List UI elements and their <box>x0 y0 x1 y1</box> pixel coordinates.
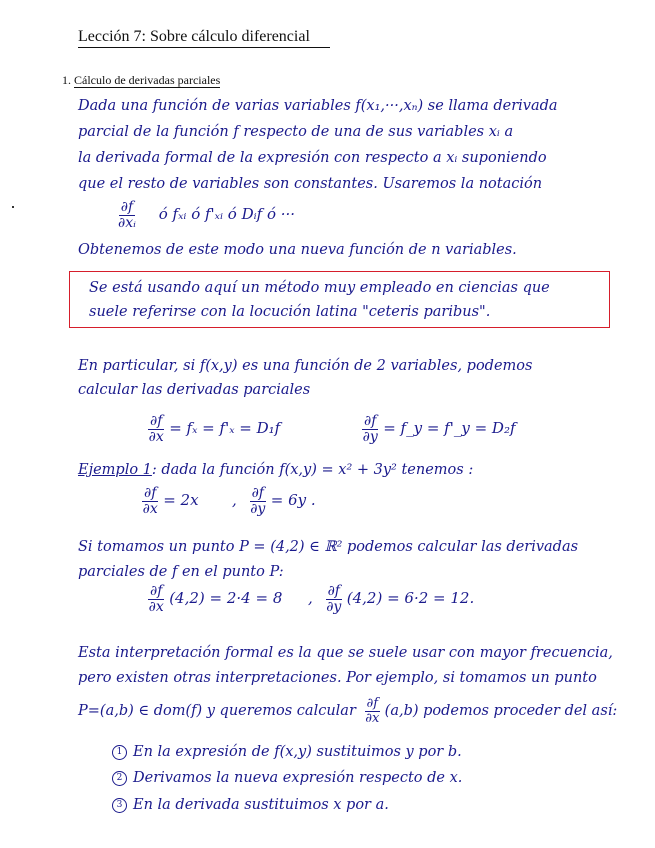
partial-x-definition: $\frac{\partial f}{\partial x}$ = fₓ = f'ₓ = D₁f <box>148 413 281 445</box>
para1-line-1: Dada una función de varias variables f(x₁,···,xₙ) se llama derivada <box>78 98 558 114</box>
partial-y-definition: $\frac{\partial f}{\partial y}$ = f_y = f'_y = D₂f <box>362 413 516 445</box>
page-title: Lección 7: Sobre cálculo diferencial <box>78 28 330 48</box>
example1-line <box>78 462 473 478</box>
example1-dx: $\frac{\partial f}{\partial x}$ = 2x <box>142 485 199 517</box>
para3-line-1: En particular, si f(x,y) es una función de 2 variables, podemos <box>78 358 533 374</box>
section-title: Cálculo de derivadas parciales <box>74 73 221 87</box>
para5-line-1: Esta interpretación formal es la que se suele usar con mayor frecuencia, <box>78 645 613 661</box>
para5-line-2: pero existen otras interpretaciones. Por ejemplo, si tomamos un punto <box>78 670 597 686</box>
notation-fraction: $\frac{\partial f}{\text{∂xᵢ}}$ <box>118 199 136 231</box>
eval-dy: , $\frac{\partial f}{\partial y}$ (4,2) = 6·2 = 12. <box>308 583 475 615</box>
section-heading <box>62 73 220 88</box>
notation-line: $\frac{\partial f}{\text{∂xᵢ}}$ ó fₓᵢ ó f'ₓᵢ ó Dᵢf ó ··· <box>118 199 296 231</box>
para2: Obtenemos de este modo una nueva función de n variables. <box>78 242 517 258</box>
box-line-1: Se está usando aquí un método muy empleado en ciencias que <box>89 280 550 296</box>
step-2: 2 Derivamos la nueva expresión respecto de x. <box>112 770 462 786</box>
para4-line-1: Si tomamos un punto P = (4,2) ∈ ℝ² podemos calcular las derivadas <box>78 539 579 555</box>
example1-label: Ejemplo 1 <box>78 462 152 478</box>
step-3: 3 En la derivada sustituimos x por a. <box>112 797 389 813</box>
example1-text: : dada la función f(x,y) = x² + 3y² tenemos : <box>151 462 474 478</box>
step-2-number: 2 <box>112 771 127 786</box>
step-1: 1 En la expresión de f(x,y) sustituimos y por b. <box>112 744 462 760</box>
step-3-number: 3 <box>112 798 127 813</box>
step-1-number: 1 <box>112 745 127 760</box>
margin-dot <box>12 206 14 208</box>
para1-line-2: parcial de la función f respecto de una de sus variables xᵢ a <box>78 124 514 140</box>
eval-dx: $\frac{\partial f}{\partial x}$ (4,2) = 2·4 = 8 <box>148 583 283 615</box>
para1-line-3: la derivada formal de la expresión con respecto a xᵢ suponiendo <box>78 150 547 166</box>
para5-line-3: P=(a,b) ∈ dom(f) y queremos calcular $\frac{\partial f}{\partial x}$ (a,b) podemos proceder del así: <box>78 696 618 726</box>
section-number: 1. <box>62 73 71 87</box>
box-line-2: suele referirse con la locución latina "ceteris paribus". <box>89 304 491 320</box>
para3-line-2: calcular las derivadas parciales <box>78 382 311 398</box>
para1-line-4: que el resto de variables son constantes. Usaremos la notación <box>78 176 543 192</box>
para4-line-2: parciales de f en el punto P: <box>78 564 284 580</box>
example1-dy: , $\frac{\partial f}{\partial y}$ = 6y . <box>232 485 316 517</box>
